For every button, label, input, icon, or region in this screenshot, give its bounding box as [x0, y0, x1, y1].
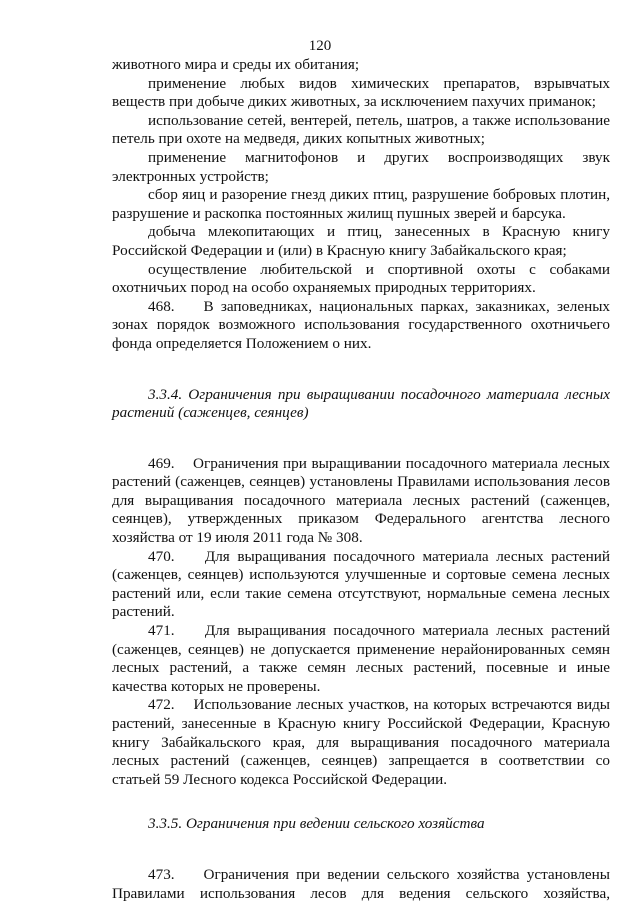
paragraph: сбор яиц и разорение гнезд диких птиц, разрушение бобровых плотин, разрушение и раскопка постоянных жилищ пушных зверей и барсука. [112, 186, 610, 222]
paragraph: 469. Ограничения при выращивании посадочного материала лесных растений (саженцев, сеянцев) установлены Правилами использования лесов для выращивания посадочного материала лесных растений (саженцев, сеянцев), утвержденных приказом Федерального агентства лесного хозяйства от 19 июля 2011 года № 308. [112, 454, 610, 547]
paragraph: применение магнитофонов и других воспроизводящих звук электронных устройств; [112, 148, 610, 185]
page-number: 120 [308, 38, 332, 54]
paragraph: животного мира и среды их обитания; [112, 56, 360, 73]
paragraph: 468. В заповедниках, национальных парках, заказниках, зеленых зонах порядок возможного использования государственного охотничьего фонда определяется Положением о них. [112, 297, 610, 352]
section-heading: 3.3.5. Ограничения при ведении сельского хозяйства [148, 815, 485, 833]
spacer [112, 834, 610, 866]
paragraph: 470. Для выращивания посадочного материала лесных растений (саженцев, сеянцев) используются улучшенные и сортовые семена лесных растений или, если такие семена отсутствуют, нормальные семена лесных растений. [112, 547, 610, 621]
paragraph: 473. Ограничения при ведении сельского хозяйства установлены Правилами использования лесов для ведения сельского хозяйства, [112, 865, 610, 902]
spacer [112, 423, 610, 455]
paragraph: добыча млекопитающих и птиц, занесенных в Красную книгу Российской Федерации и (или) в Красную книгу Забайкальского края; [112, 223, 610, 259]
section-heading: 3.3.4. Ограничения при выращивании посадочного материала лесных растений (саженцев, сеянцев) [112, 385, 610, 422]
paragraph: 472. Использование лесных участков, на которых встречаются виды растений, занесенные в Красную книгу Российской Федерации, Красную книгу Забайкальского края, для выращивания посадочного материала лесных растений (саженцев, сеянцев) запрещается в соответствии со статьей 59 Лесного кодекса Российской Федерации. [112, 696, 610, 788]
paragraph: осуществление любительской и спортивной охоты с собаками охотничьих пород на особо охраняемых природных территориях. [112, 260, 610, 297]
spacer [112, 354, 610, 386]
paragraph: применение любых видов химических препаратов, взрывчатых веществ при добыче диких животных, за исключением пахучих приманок; [112, 74, 610, 111]
paragraph: использование сетей, вентерей, петель, шатров, а также использование петель при охоте на медведя, диких копытных животных; [112, 111, 610, 148]
paragraph: 471. Для выращивания посадочного материала лесных растений (саженцев, сеянцев) не допускается применение нерайонированных семян лесных растений, а также семян лесных растений, посевные и иные качества которых не проверены. [112, 622, 610, 695]
document-body [112, 56, 610, 903]
spacer [112, 789, 610, 815]
